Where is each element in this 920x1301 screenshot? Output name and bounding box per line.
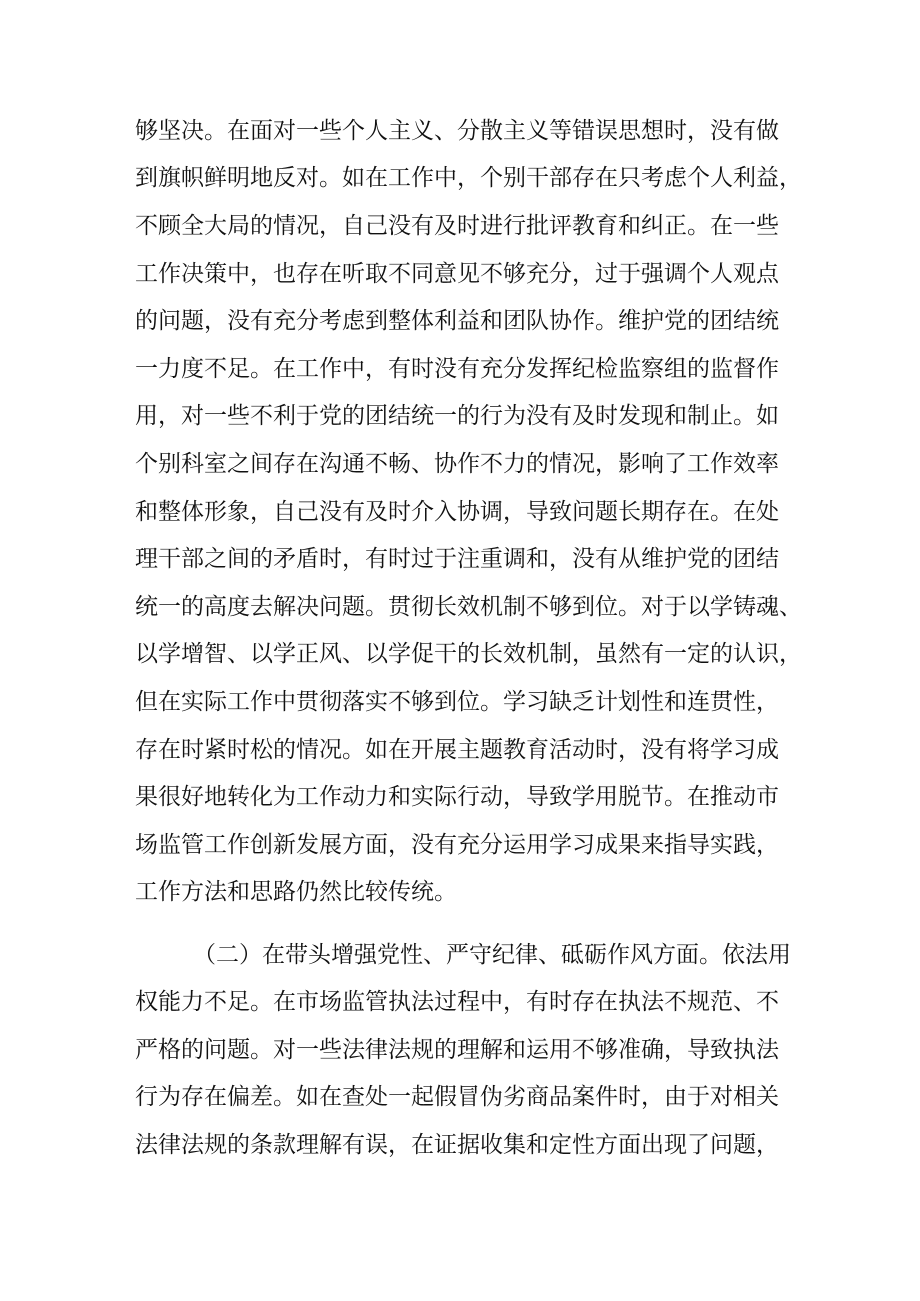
text-line-6: 一力度不足。在工作中，有时没有充分发挥纪检监察组的监督作 — [135, 356, 779, 382]
text-line-7: 用，对一些不利于党的团结统一的行为没有及时发现和制止。如 — [135, 403, 779, 429]
text-line-1: 够坚决。在面对一些个人主义、分散主义等错误思想时，没有做 — [135, 118, 779, 144]
text-line-17: 工作方法和思路仍然比较传统。 — [135, 879, 457, 905]
text-line-19: 权能力不足。在市场监管执法过程中，有时存在执法不规范、不 — [135, 989, 779, 1015]
text-line-16: 场监管工作创新发展方面，没有充分运用学习成果来指导实践， — [135, 832, 779, 858]
text-line-11: 统一的高度去解决问题。贯彻长效机制不够到位。对于以学铸魂、 — [135, 594, 802, 620]
text-line-9: 和整体形象，自己没有及时介入协调，导致问题长期存在。在处 — [135, 499, 779, 525]
text-line-10: 理干部之间的矛盾时，有时过于注重调和，没有从维护党的团结 — [135, 546, 779, 572]
text-line-5: 的问题，没有充分考虑到整体利益和团队协作。维护党的团结统 — [135, 308, 779, 334]
text-line-3: 不顾全大局的情况，自己没有及时进行批评教育和纠正。在一些 — [135, 213, 779, 239]
text-line-8: 个别科室之间存在沟通不畅、协作不力的情况，影响了工作效率 — [135, 451, 779, 477]
text-line-15: 果很好地转化为工作动力和实际行动，导致学用脱节。在推动市 — [135, 784, 779, 810]
text-line-22: 法律法规的条款理解有误，在证据收集和定性方面出现了问题， — [135, 1132, 779, 1158]
text-line-21: 行为存在偏差。如在查处一起假冒伪劣商品案件时，由于对相关 — [135, 1084, 779, 1110]
text-line-20: 严格的问题。对一些法律法规的理解和运用不够准确，导致执法 — [135, 1037, 779, 1063]
text-line-2: 到旗帜鲜明地反对。如在工作中，个别干部存在只考虑个人利益， — [135, 165, 802, 191]
text-line-13: 但在实际工作中贯彻落实不够到位。学习缺乏计划性和连贯性， — [135, 689, 779, 715]
text-line-4: 工作决策中，也存在听取不同意见不够充分，过于强调个人观点 — [135, 261, 779, 287]
text-line-18: （二）在带头增强党性、严守纪律、砥砺作风方面。依法用 — [193, 942, 791, 968]
text-line-12: 以学增智、以学正风、以学促干的长效机制，虽然有一定的认识， — [135, 641, 802, 667]
text-line-14: 存在时紧时松的情况。如在开展主题教育活动时，没有将学习成 — [135, 737, 779, 763]
